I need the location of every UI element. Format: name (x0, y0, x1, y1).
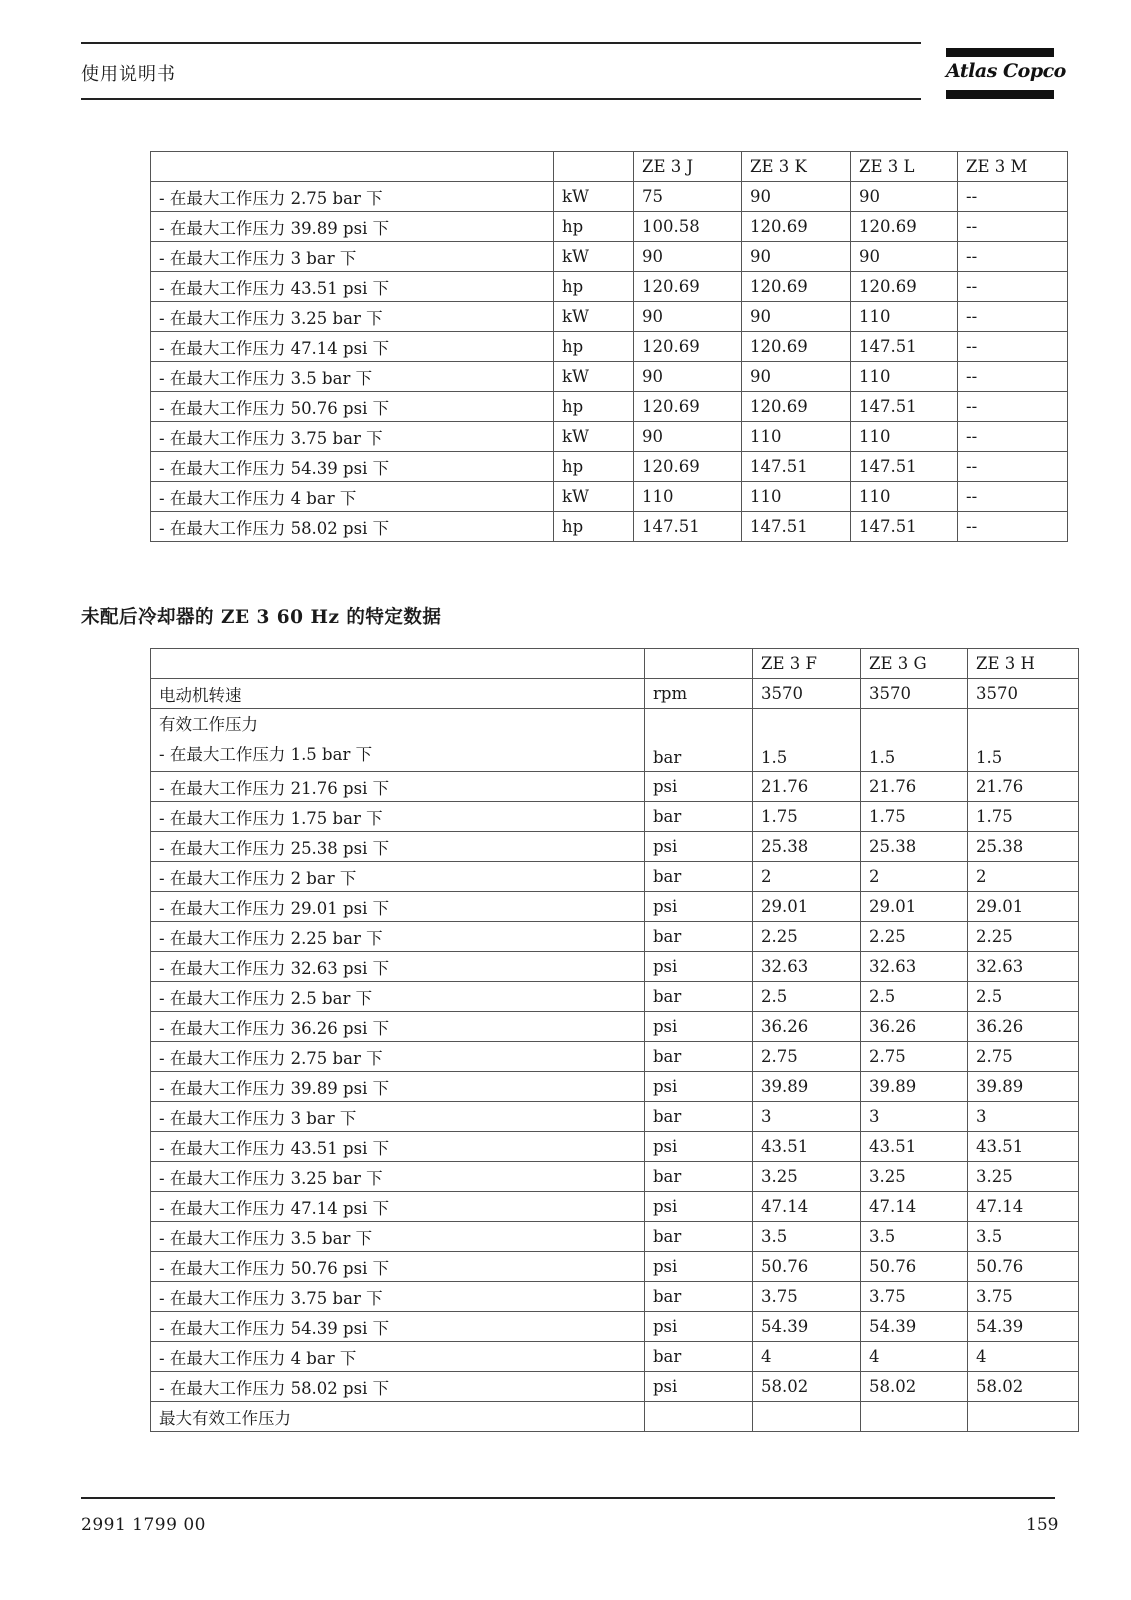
value-cell: 2.5 (968, 982, 1079, 1012)
unit-cell: kW (554, 362, 634, 392)
unit-cell: bar (645, 1282, 753, 1312)
value-cell: 120.69 (634, 332, 742, 362)
atlas-copco-logo (946, 48, 1066, 100)
value-cell: 3570 (968, 679, 1079, 709)
value-cell: 25.38 (968, 832, 1079, 862)
unit-cell: hp (554, 392, 634, 422)
value-cell: 2 (968, 862, 1079, 892)
row-label-cell: - 在最大工作压力 43.51 psi 下 (151, 1132, 645, 1162)
row-label-cell: - 在最大工作压力 58.02 psi 下 (151, 512, 554, 542)
table-row (151, 1042, 1079, 1072)
row-label-cell: - 在最大工作压力 36.26 psi 下 (151, 1012, 645, 1042)
value-cell: -- (958, 392, 1068, 422)
value-cell: 120.69 (742, 272, 851, 302)
table-row (151, 982, 1079, 1012)
value-cell: 54.39 (861, 1312, 968, 1342)
unit-cell: kW (554, 302, 634, 332)
motor-speed-row (151, 679, 1079, 709)
value-cell: 120.69 (634, 392, 742, 422)
value-cell: 2.25 (861, 922, 968, 952)
model-header-cell: ZE 3 H (968, 649, 1079, 679)
table-row (151, 302, 1068, 332)
value-cell: 90 (742, 242, 851, 272)
category-label: 有效工作压力 (159, 715, 258, 734)
table-row (151, 422, 1068, 452)
row-label-cell: - 在最大工作压力 3 bar 下 (151, 242, 554, 272)
unit-cell: bar (645, 862, 753, 892)
value-cell: 2 (861, 862, 968, 892)
value-cell: 120.69 (742, 332, 851, 362)
unit-cell: hp (554, 332, 634, 362)
value-cell: -- (958, 512, 1068, 542)
table-row (151, 1192, 1079, 1222)
row-label-cell: 最大有效工作压力 (151, 1402, 645, 1432)
unit-cell: hp (554, 512, 634, 542)
value-cell: 2.5 (861, 982, 968, 1012)
row-label-cell: 电动机转速 (151, 679, 645, 709)
value-cell: 110 (742, 422, 851, 452)
value-cell: 1.75 (753, 802, 861, 832)
value-cell: 39.89 (861, 1072, 968, 1102)
row-label-cell: - 在最大工作压力 50.76 psi 下 (151, 1252, 645, 1282)
value-cell: 32.63 (753, 952, 861, 982)
header-rule-bottom (81, 98, 921, 100)
row-label-cell: - 在最大工作压力 58.02 psi 下 (151, 1372, 645, 1402)
table-row (151, 452, 1068, 482)
value-cell: 2.5 (753, 982, 861, 1012)
value-cell: 3.75 (968, 1282, 1079, 1312)
value-cell: 110 (851, 482, 958, 512)
value-cell: 3.5 (753, 1222, 861, 1252)
unit-cell: kW (554, 242, 634, 272)
value-cell: 90 (634, 242, 742, 272)
table-row (151, 212, 1068, 242)
value-cell: 32.63 (968, 952, 1079, 982)
value-cell: 3.25 (968, 1162, 1079, 1192)
unit-cell: kW (554, 422, 634, 452)
table-row (151, 332, 1068, 362)
value-cell: 2.75 (753, 1042, 861, 1072)
unit-cell: bar (645, 922, 753, 952)
row-label-cell: - 在最大工作压力 3 bar 下 (151, 1102, 645, 1132)
value-cell: 43.51 (861, 1132, 968, 1162)
value-cell: 147.51 (851, 332, 958, 362)
unit-cell: bar (645, 802, 753, 832)
value-cell: 1.5 (753, 709, 861, 772)
row-label-cell: - 在最大工作压力 21.76 psi 下 (151, 772, 645, 802)
value-cell: -- (958, 332, 1068, 362)
value-cell: 3.25 (753, 1162, 861, 1192)
value-cell: 1.5 (968, 709, 1079, 772)
unit-cell (645, 1402, 753, 1432)
unit-cell: psi (645, 772, 753, 802)
table-row (151, 1012, 1079, 1042)
pressure-table (150, 648, 1079, 1432)
header-blank-cell (554, 152, 634, 182)
value-cell: 2.75 (861, 1042, 968, 1072)
value-cell: 3 (968, 1102, 1079, 1132)
table-row (151, 892, 1079, 922)
table-header-row (151, 649, 1079, 679)
value-cell: 54.39 (753, 1312, 861, 1342)
unit-cell: psi (645, 1372, 753, 1402)
table-row (151, 392, 1068, 422)
value-cell: 90 (634, 302, 742, 332)
unit-cell: bar (645, 1222, 753, 1252)
value-cell: 3.75 (753, 1282, 861, 1312)
value-cell: 39.89 (968, 1072, 1079, 1102)
unit-cell: bar (645, 1342, 753, 1372)
row-label-cell: - 在最大工作压力 54.39 psi 下 (151, 1312, 645, 1342)
value-cell: 147.51 (851, 392, 958, 422)
value-cell: -- (958, 302, 1068, 332)
value-cell: 58.02 (861, 1372, 968, 1402)
logo-text: Atlas Copco (946, 60, 1066, 82)
table-row (151, 272, 1068, 302)
value-cell: 120.69 (634, 452, 742, 482)
table-row (151, 832, 1079, 862)
table-row (151, 1072, 1079, 1102)
value-cell: 120.69 (742, 392, 851, 422)
value-cell: 3570 (753, 679, 861, 709)
value-cell: 58.02 (753, 1372, 861, 1402)
value-cell: 58.02 (968, 1372, 1079, 1402)
value-cell: 147.51 (742, 452, 851, 482)
row-label-cell: - 在最大工作压力 3.75 bar 下 (151, 1282, 645, 1312)
value-cell: 2.75 (968, 1042, 1079, 1072)
table-row (151, 1252, 1079, 1282)
table-row (151, 182, 1068, 212)
logo-bar-bottom (946, 90, 1054, 99)
model-header-cell: ZE 3 M (958, 152, 1068, 182)
row-label-cell: - 在最大工作压力 2.75 bar 下 (151, 1042, 645, 1072)
value-cell: -- (958, 452, 1068, 482)
unit-cell: bar (645, 1042, 753, 1072)
value-cell: 50.76 (753, 1252, 861, 1282)
unit-cell: bar (645, 982, 753, 1012)
row-label-cell (151, 709, 645, 772)
value-cell: 3 (861, 1102, 968, 1132)
value-cell: 3.5 (968, 1222, 1079, 1252)
table-row (151, 1342, 1079, 1372)
value-cell: 2.25 (753, 922, 861, 952)
value-cell: 29.01 (861, 892, 968, 922)
value-cell: 90 (742, 302, 851, 332)
unit-cell: psi (645, 892, 753, 922)
value-cell: 36.26 (753, 1012, 861, 1042)
row-label-cell: - 在最大工作压力 47.14 psi 下 (151, 332, 554, 362)
value-cell: 147.51 (851, 512, 958, 542)
table-row (151, 1102, 1079, 1132)
table-row (151, 922, 1079, 952)
unit-cell: kW (554, 182, 634, 212)
value-cell: 90 (742, 362, 851, 392)
value-cell: -- (958, 242, 1068, 272)
document-number: 2991 1799 00 (81, 1515, 206, 1535)
value-cell: 3 (753, 1102, 861, 1132)
value-cell: 110 (851, 422, 958, 452)
unit-cell: kW (554, 482, 634, 512)
value-cell: -- (958, 212, 1068, 242)
value-cell: 1.75 (861, 802, 968, 832)
table-row (151, 862, 1079, 892)
row-label-cell: - 在最大工作压力 1.75 bar 下 (151, 802, 645, 832)
value-cell: 43.51 (753, 1132, 861, 1162)
value-cell: 120.69 (851, 212, 958, 242)
row-label-cell: - 在最大工作压力 4 bar 下 (151, 482, 554, 512)
category-row (151, 709, 1079, 772)
row-label-cell: - 在最大工作压力 54.39 psi 下 (151, 452, 554, 482)
header-title: 使用说明书 (81, 64, 176, 85)
value-cell: 1.5 (861, 709, 968, 772)
value-cell: 90 (634, 422, 742, 452)
value-cell (861, 1402, 968, 1432)
table-row (151, 772, 1079, 802)
value-cell: 2.25 (968, 922, 1079, 952)
value-cell: 120.69 (634, 272, 742, 302)
value-cell: 110 (634, 482, 742, 512)
header-rule-top (81, 42, 921, 44)
model-header-cell: ZE 3 K (742, 152, 851, 182)
table-row (151, 482, 1068, 512)
logo-bar-top (946, 48, 1054, 57)
value-cell: 3.75 (861, 1282, 968, 1312)
table-row (151, 1372, 1079, 1402)
page-number: 159 (1026, 1515, 1059, 1535)
row-label-cell: - 在最大工作压力 2.25 bar 下 (151, 922, 645, 952)
table-row (151, 802, 1079, 832)
value-cell: 21.76 (753, 772, 861, 802)
table-row (151, 1282, 1079, 1312)
value-cell: 3.25 (861, 1162, 968, 1192)
value-cell: 4 (861, 1342, 968, 1372)
value-cell: 54.39 (968, 1312, 1079, 1342)
header-blank-cell (151, 649, 645, 679)
row-label-cell: - 在最大工作压力 39.89 psi 下 (151, 1072, 645, 1102)
value-cell: 39.89 (753, 1072, 861, 1102)
value-cell: 32.63 (861, 952, 968, 982)
unit-cell: psi (645, 1192, 753, 1222)
value-cell: 147.51 (634, 512, 742, 542)
table-header-row (151, 152, 1068, 182)
row-label-cell: - 在最大工作压力 2 bar 下 (151, 862, 645, 892)
value-cell: 21.76 (968, 772, 1079, 802)
row-label-cell: - 在最大工作压力 2.75 bar 下 (151, 182, 554, 212)
row-label-cell: - 在最大工作压力 3.75 bar 下 (151, 422, 554, 452)
value-cell: 29.01 (968, 892, 1079, 922)
table-row (151, 512, 1068, 542)
value-cell: 29.01 (753, 892, 861, 922)
table-row (151, 362, 1068, 392)
value-cell: 1.75 (968, 802, 1079, 832)
row-label-cell: - 在最大工作压力 29.01 psi 下 (151, 892, 645, 922)
value-cell: 120.69 (742, 212, 851, 242)
value-cell: 110 (851, 302, 958, 332)
value-cell: 100.58 (634, 212, 742, 242)
value-cell: 2 (753, 862, 861, 892)
row-label-cell: - 在最大工作压力 3.5 bar 下 (151, 1222, 645, 1252)
row-label-cell: - 在最大工作压力 47.14 psi 下 (151, 1192, 645, 1222)
value-cell: 110 (851, 362, 958, 392)
row-label-cell: - 在最大工作压力 32.63 psi 下 (151, 952, 645, 982)
value-cell: 3.5 (861, 1222, 968, 1252)
value-cell: 47.14 (861, 1192, 968, 1222)
row-label-cell: - 在最大工作压力 43.51 psi 下 (151, 272, 554, 302)
row-label-cell: - 在最大工作压力 39.89 psi 下 (151, 212, 554, 242)
table-row (151, 1312, 1079, 1342)
table-row (151, 1162, 1079, 1192)
value-cell (753, 1402, 861, 1432)
table-row (151, 1402, 1079, 1432)
value-cell: 147.51 (851, 452, 958, 482)
unit-cell: hp (554, 452, 634, 482)
unit-cell: psi (645, 1012, 753, 1042)
unit-cell: psi (645, 1132, 753, 1162)
value-cell: 50.76 (968, 1252, 1079, 1282)
table-row (151, 952, 1079, 982)
value-cell: -- (958, 362, 1068, 392)
section-title: 未配后冷却器的 ZE 3 60 Hz 的特定数据 (81, 607, 442, 628)
model-header-cell: ZE 3 L (851, 152, 958, 182)
value-cell: 47.14 (753, 1192, 861, 1222)
header-blank-cell (645, 649, 753, 679)
unit-cell: bar (645, 1102, 753, 1132)
unit-cell: bar (645, 709, 753, 772)
unit-cell: psi (645, 1312, 753, 1342)
value-cell: 43.51 (968, 1132, 1079, 1162)
value-cell: 75 (634, 182, 742, 212)
value-cell: 36.26 (968, 1012, 1079, 1042)
value-cell: 120.69 (851, 272, 958, 302)
row-label-cell: - 在最大工作压力 3.5 bar 下 (151, 362, 554, 392)
unit-cell: psi (645, 1072, 753, 1102)
unit-cell: hp (554, 212, 634, 242)
table-row (151, 242, 1068, 272)
value-cell (968, 1402, 1079, 1432)
unit-cell: hp (554, 272, 634, 302)
unit-cell: psi (645, 1252, 753, 1282)
value-cell: 21.76 (861, 772, 968, 802)
value-cell: -- (958, 422, 1068, 452)
value-cell: -- (958, 182, 1068, 212)
model-header-cell: ZE 3 J (634, 152, 742, 182)
value-cell: -- (958, 482, 1068, 512)
value-cell: -- (958, 272, 1068, 302)
table-row (151, 1222, 1079, 1252)
value-cell: 47.14 (968, 1192, 1079, 1222)
footer-rule (81, 1497, 1055, 1499)
value-cell: 25.38 (861, 832, 968, 862)
header-blank-cell (151, 152, 554, 182)
value-cell: 90 (851, 242, 958, 272)
row-label-cell: - 在最大工作压力 25.38 psi 下 (151, 832, 645, 862)
value-cell: 90 (851, 182, 958, 212)
value-cell: 90 (742, 182, 851, 212)
row-label-cell: - 在最大工作压力 2.5 bar 下 (151, 982, 645, 1012)
table-row (151, 1132, 1079, 1162)
row-label: - 在最大工作压力 1.5 bar 下 (159, 745, 373, 764)
row-label-cell: - 在最大工作压力 3.25 bar 下 (151, 302, 554, 332)
unit-cell: psi (645, 832, 753, 862)
value-cell: 90 (634, 362, 742, 392)
value-cell: 4 (968, 1342, 1079, 1372)
value-cell: 36.26 (861, 1012, 968, 1042)
model-header-cell: ZE 3 F (753, 649, 861, 679)
unit-cell: bar (645, 1162, 753, 1192)
unit-cell: rpm (645, 679, 753, 709)
row-label-cell: - 在最大工作压力 50.76 psi 下 (151, 392, 554, 422)
power-table (150, 151, 1068, 542)
value-cell: 3570 (861, 679, 968, 709)
value-cell: 147.51 (742, 512, 851, 542)
value-cell: 50.76 (861, 1252, 968, 1282)
value-cell: 4 (753, 1342, 861, 1372)
value-cell: 25.38 (753, 832, 861, 862)
value-cell: 110 (742, 482, 851, 512)
unit-cell: psi (645, 952, 753, 982)
row-label-cell: - 在最大工作压力 3.25 bar 下 (151, 1162, 645, 1192)
model-header-cell: ZE 3 G (861, 649, 968, 679)
row-label-cell: - 在最大工作压力 4 bar 下 (151, 1342, 645, 1372)
